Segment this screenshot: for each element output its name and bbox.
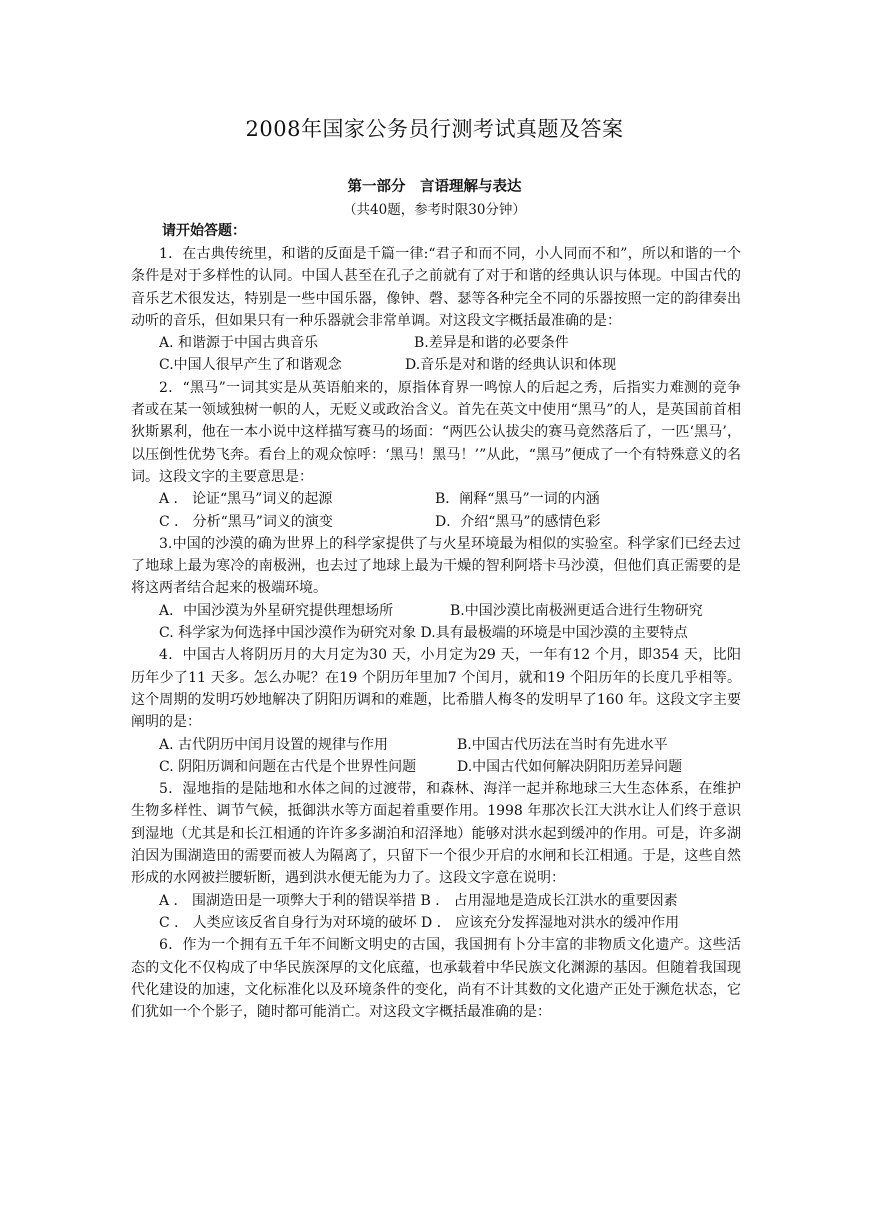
question-1-stem: 1．在古典传统里，和谐的反面是千篇一律:“君子和而不同，小人同而不和”，所以和谐的一个条件是对于多样性的认同。中国人甚至在孔子之前就有了对于和谐的经典认识与体现。中国古代的音乐艺术很发达，特别是一些中国乐器，像钟、磬、瑟等各种完全不同的乐器按照一定的韵律奏出动听的音乐，但如果只有一种乐器就会非常单调。对这段文字概括最准确的是： bbox=[131, 246, 741, 329]
question-2-option-a: A ． 论证“黑马”词义的起源 bbox=[159, 491, 333, 508]
section-note: （共40题，参考时限30分钟） bbox=[343, 202, 526, 218]
question-1-option-c: C.中国人很早产生了和谐观念 bbox=[159, 357, 342, 374]
question-5-stem: 5．湿地指的是陆地和水体之间的过渡带，和森林、海洋一起并称地球三大生态体系，在维护生物多样性、调节气候，抵御洪水等方面起着重要作用。1998 年那次长江大洪水让人们终于意识到湿地（尤其是和长江相通的许许多多湖泊和沼泽地）能够对洪水起到缓冲的作用。可是，许多湖泊因为围湖造田的需要而被人为隔离了，只留下一个很少开启的水闸和长江相通。于是，这些自然形成的水网被拦腰斩断，遇到洪水便无能为力了。这段文字意在说明： bbox=[131, 781, 741, 887]
question-5-options-ab bbox=[131, 890, 741, 912]
question-3-stem: 3.中国的沙漠的确为世界上的科学家提供了与火星环境最为相似的实验室。科学家们已经去过了地球上最为寒冷的南极洲，也去过了地球上最为干燥的智利阿塔卡马沙漠，但他们真正需要的是将这两者结合起来的极端环境。 bbox=[131, 535, 741, 597]
question-5-option-cd: C ． 人类应该反省自身行为对环境的破坏 D ． 应该充分发挥湿地对洪水的缓冲作用 bbox=[159, 914, 680, 931]
question-4-option-c: C. 阴阳历调和问题在古代是个世界性问题 bbox=[159, 758, 417, 775]
question-1-options-cd bbox=[131, 354, 741, 376]
question-1-option-a: A. 和谐源于中国古典音乐 bbox=[159, 335, 319, 352]
question-3-options-cd: C. 科学家为何选择中国沙漠作为研究对象 D.具有最极端的环境是中国沙漠的主要特点 bbox=[159, 625, 688, 642]
question-2-options-cd bbox=[131, 511, 741, 533]
document-title: 2008年国家公务员行测考试真题及答案 bbox=[245, 117, 624, 141]
question-5-options-cd bbox=[131, 912, 741, 934]
question-4-option-d: D.中国古代如何解决阴阳历差异问题 bbox=[457, 758, 683, 775]
question-2-option-b: B．阐释“黑马”一词的内涵 bbox=[435, 491, 600, 508]
question-1-options-ab bbox=[131, 332, 741, 354]
question-4-options-ab bbox=[131, 734, 741, 756]
start-label: 请开始答题： bbox=[162, 223, 246, 239]
question-4-stem: 4．中国古人将阴历月的大月定为30 天，小月定为29 天，一年有12 个月，即354 天，比阳历年少了11 天多。怎么办呢？在19 个阴历年里加7 个闰月，就和19 个阳历年的长度几乎相等。这个周期的发明巧妙地解决了阴阳历调和的难题，比希腊人梅冬的发明早了160 年。这段文字主要阐明的是： bbox=[131, 647, 741, 731]
question-3-options-ab bbox=[131, 600, 741, 622]
section-title: 第一部分 言语理解与表达 bbox=[347, 178, 522, 195]
question-3-option-b: B.中国沙漠比南极洲更适合进行生物研究 bbox=[450, 602, 703, 619]
question-1-option-d: D.音乐是对和谐的经典认识和体现 bbox=[405, 357, 617, 374]
questions-body bbox=[131, 243, 741, 1023]
question-2-stem: 2．“黑马”一词其实是从英语舶来的，原指体育界一鸣惊人的后起之秀，后指实力难测的竞争者或在某一领域独树一帜的人，无贬义或政治含义。首先在英文中使用“黑马”的人，是英国前首相狄斯累利，他在一本小说中这样描写赛马的场面：“两匹公认拔尖的赛马竟然落后了，一匹‘黑马’，以压倒性优势飞奔。看台上的观众惊呼：‘黑马！黑马！’”从此，“黑马”便成了一个有特殊意义的名词。这段文字的主要意思是： bbox=[131, 379, 741, 485]
question-3-option-a: A．中国沙漠为外星研究提供理想场所 bbox=[159, 602, 394, 619]
question-1-option-b: B.差异是和谐的必要条件 bbox=[414, 335, 569, 352]
question-2-option-d: D．介绍“黑马”的感情色彩 bbox=[435, 513, 601, 530]
question-2-option-c: C ． 分析“黑马”词义的演变 bbox=[159, 513, 333, 530]
question-4-options-cd bbox=[131, 756, 741, 778]
question-5-option-ab: A ． 围湖造田是一项弊大于利的错误举措 B ． 占用湿地是造成长江洪水的重要因素 bbox=[159, 892, 678, 909]
question-6-stem: 6．作为一个拥有五千年不间断文明史的古国，我国拥有卜分丰富的非物质文化遗产。这些活态的文化不仅构成了中华民族深厚的文化底蕴，也承载着中华民族文化渊源的基因。但随着我国现代化建设的加速，文化标准化以及环境条件的变化，尚有不计其数的文化遗产正处于濒危状态，它们犹如一个个影子，随时都可能消亡。对这段文字概括最准确的是： bbox=[131, 937, 741, 1021]
question-2-options-ab bbox=[131, 488, 741, 510]
question-4-option-a: A. 古代阴历中闰月设置的规律与作用 bbox=[159, 736, 389, 753]
question-4-option-b: B.中国古代历法在当时有先进水平 bbox=[457, 736, 668, 753]
